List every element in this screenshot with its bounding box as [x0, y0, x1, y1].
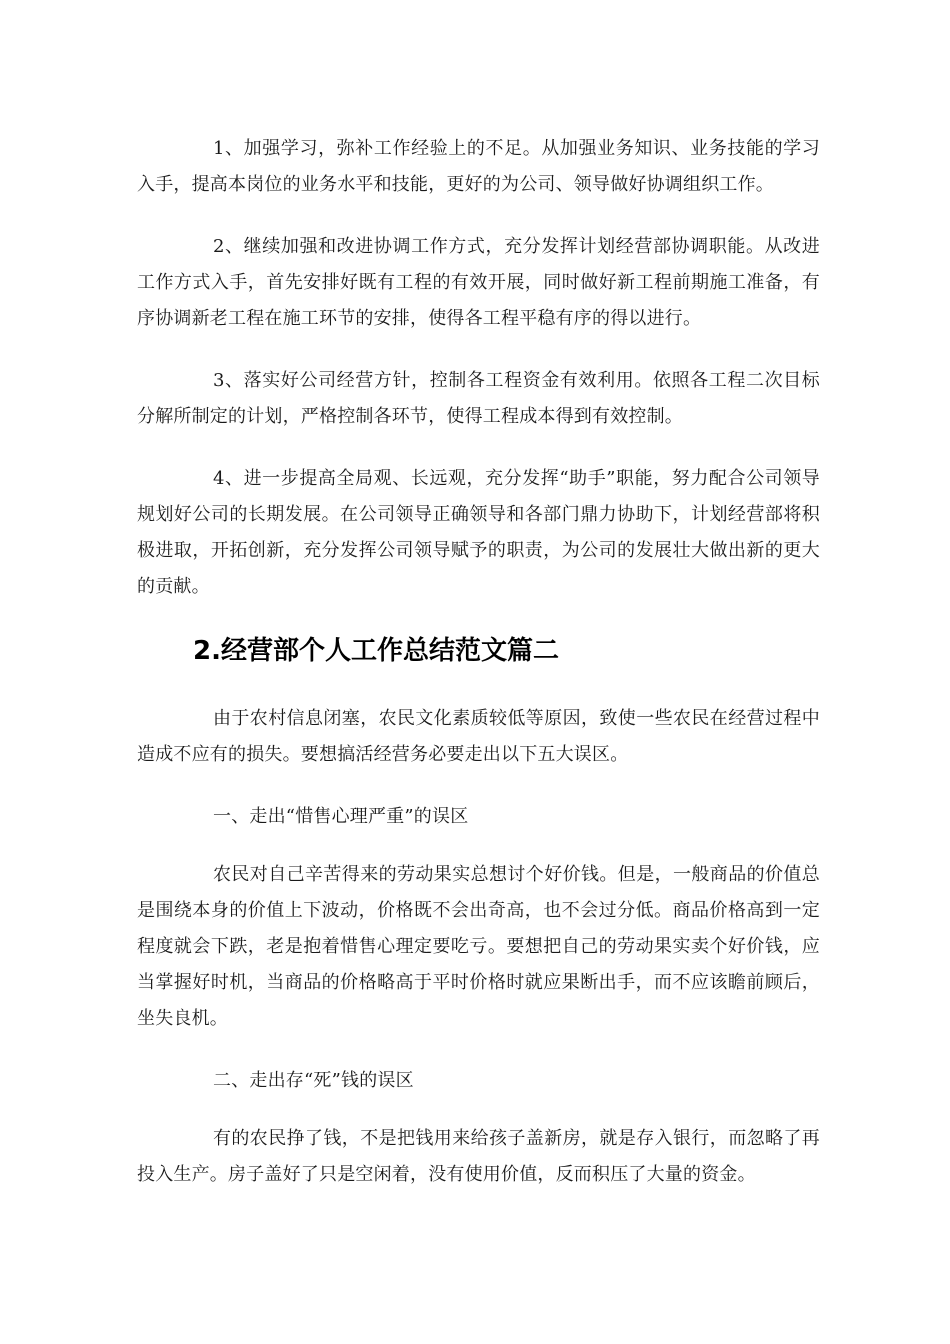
document-page — [137, 131, 820, 1219]
subheading-misconception-2: 二、走出存“死”钱的误区 — [213, 1070, 414, 1091]
paragraph-item-4: 4、进一步提高全局观、长远观，充分发挥“助手”职能，努力配合公司领导规划好公司的长期发展。在公司领导正确领导和各部门鼎力协助下，计划经营部将积极进取，开拓创新，充分发挥公司领导赋予的职责，为公司的发展壮大做出新的更大的贡献。 — [137, 468, 820, 597]
intro-paragraph: 由于农村信息闭塞，农民文化素质较低等原因，致使一些农民在经营过程中造成不应有的损失。要想搞活经营务必要走出以下五大误区。 — [137, 708, 820, 765]
paragraph-item-3: 3、落实好公司经营方针，控制各工程资金有效利用。依照各工程二次目标分解所制定的计划，严格控制各环节，使得工程成本得到有效控制。 — [137, 370, 820, 427]
subheading-misconception-1: 一、走出“惜售心理严重”的误区 — [213, 806, 469, 827]
paragraph-misconception-1: 农民对自己辛苦得来的劳动果实总想讨个好价钱。但是，一般商品的价值总是围绕本身的价值上下波动，价格既不会出奇高，也不会过分低。商品价格高到一定程度就会下跌，老是抱着惜售心理定要吃亏。要想把自己的劳动果实卖个好价钱，应当掌握好时机，当商品的价格略高于平时价格时就应果断出手，而不应该瞻前顾后，坐失良机。 — [137, 864, 820, 1029]
paragraph-item-2: 2、继续加强和改进协调工作方式，充分发挥计划经营部协调职能。从改进工作方式入手，首先安排好既有工程的有效开展，同时做好新工程前期施工准备，有序协调新老工程在施工环节的安排，使得各工程平稳有序的得以进行。 — [137, 236, 820, 329]
section-heading: 2.经营部个人工作总结范文篇二 — [193, 636, 559, 666]
paragraph-misconception-2: 有的农民挣了钱，不是把钱用来给孩子盖新房，就是存入银行，而忽略了再投入生产。房子盖好了只是空闲着，没有使用价值，反而积压了大量的资金。 — [137, 1128, 820, 1185]
paragraph-item-1: 1、加强学习，弥补工作经验上的不足。从加强业务知识、业务技能的学习入手，提高本岗位的业务水平和技能，更好的为公司、领导做好协调组织工作。 — [137, 138, 820, 195]
